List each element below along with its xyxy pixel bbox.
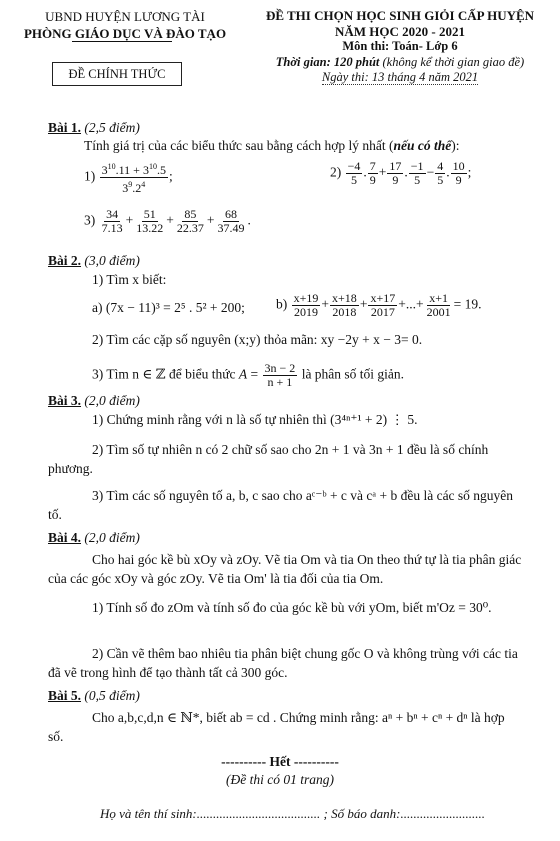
school-year: NĂM HỌC 2020 - 2021 [335,23,465,39]
office-name: PHÒNG GIÁO DỤC VÀ ĐÀO TẠO [23,26,227,41]
problem-4-1: 1) Tính số đo zOm và tính số đo của góc kề bù với yOm, biết m'Oz = 30⁰. [92,600,492,615]
problem-1-1: 1) $\frac{3^{10}.11 + 3^{10}.5}{3^9.2^4}$ ; [84,162,173,195]
problem-3-2: 2) Tìm số tự nhiên n có 2 chữ số sao cho 2n + 1 và 3n + 1 đều là số chính phương. [48,442,489,476]
candidate-name-label: Họ và tên thí sinh: [100,806,197,821]
header-right [250,8,550,86]
exam-title: ĐỀ THI CHỌN HỌC SINH GIỎI CẤP HUYỆN [265,8,535,23]
section-3-title: Bài 3. (2,0 điểm) [48,393,140,408]
problem-3-1: 1) Chứng minh rằng với n là số tự nhiên thì (3⁴ⁿ⁺¹ + 2) ⋮ 5. [92,412,418,427]
candidate-number-label: ; Số báo danh: [323,806,401,821]
problem-4-2: 2) Cần vẽ thêm bao nhiêu tia phân biệt chung gốc O và không trùng với các tia đã vẽ trong hình để tạo thành tất cả 300 góc. [48,646,518,680]
section-5-title: Bài 5. (0,5 điểm) [48,688,140,703]
exam-time: Thời gian: 120 phút (không kể thời gian giao đề) [275,54,525,69]
problem-2-1: 1) Tìm x biết: [92,272,167,287]
problem-5: Cho a,b,c,d,n ∈ ℕ*, biết ab = cd . Chứng minh rằng: aⁿ + bⁿ + cⁿ + dⁿ là hợp số. [48,710,505,744]
problem-2-1a: a) (7x − 11)³ = 2⁵ . 5² + 200; [92,300,245,315]
section-4-title: Bài 4. (2,0 điểm) [48,530,140,545]
problem-1-2: 2) $\frac{-4}{5}$ . $\frac{7}{9}$ + $\frac{17}{9}$ . $\frac{-1}{5}$ − $\frac{4}{5}$ . $\frac{10}{9}$ ; [330,159,472,187]
header-left [0,8,250,42]
problem-4-intro: Cho hai góc kề bù xOy và zOy. Vẽ tia Om và tia On theo thứ tự là tia phân giác của các góc xOy và góc zOy. Vẽ tia Om' là tia đối của tia Om. [48,552,522,586]
section-1-intro: Tính giá trị của các biểu thức sau bằng cách hợp lý nhất (nếu có thể): [84,138,460,153]
candidate-name-dots: ...................................... [196,806,321,821]
candidate-info [100,806,485,822]
exam-subject: Môn thi: Toán- Lớp 6 [342,39,458,53]
official-stamp: ĐỀ CHÍNH THỨC [52,62,182,86]
end-marker: ---------- Hết ---------- [221,754,339,769]
page-note: (Đề thi có 01 trang) [226,772,334,787]
problem-2-2: 2) Tìm các cặp số nguyên (x;y) thỏa mãn: xy −2y + x − 3= 0. [92,332,423,347]
problem-2-1b: b) $\frac{x+19}{2019}$ + $\frac{x+18}{2018}$ + $\frac{x+17}{2017}$ +...+ $\frac{x+1}{2001}$ = 19. [276,291,482,319]
header-divider [72,41,172,42]
department-name: UBND HUYỆN LƯƠNG TÀI [45,9,205,24]
candidate-number-dots: .......................... [400,806,485,821]
problem-2-3: 3) Tìm n ∈ ℤ để biểu thức A = $\frac{3n - 2}{n + 1}$ là phân số tối giản. [92,361,405,389]
section-1-title: Bài 1. (2,5 điểm) [48,120,140,135]
section-2-title: Bài 2. (3,0 điểm) [48,253,140,268]
problem-3-3: 3) Tìm các số nguyên tố a, b, c sao cho aᶜ⁻ᵇ + c và cᵃ + b đều là các số nguyên tố. [48,488,514,522]
problem-1-3: 3) $\frac{34}{7.13}$ + $\frac{51}{13.22}$ + $\frac{85}{22.37}$ + $\frac{68}{37.49}$ . [84,207,251,235]
exam-date: Ngày thi: 13 tháng 4 năm 2021 [321,70,479,84]
